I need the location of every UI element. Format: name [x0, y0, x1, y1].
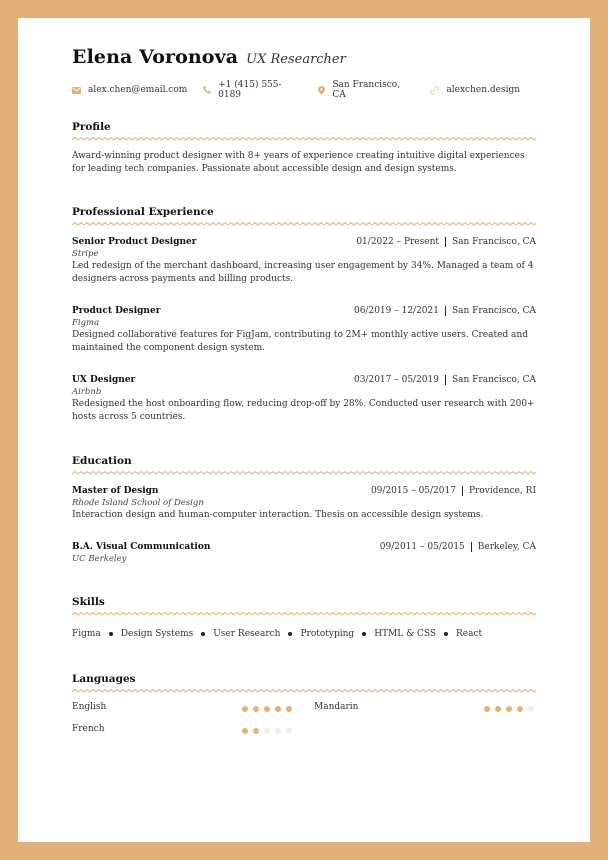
job-title: Product Designer [72, 306, 161, 316]
section-divider [72, 611, 536, 617]
proficiency-dot-filled [253, 706, 259, 712]
languages-title: Languages [72, 673, 136, 685]
skills-section [72, 596, 536, 639]
company-name: Stripe [72, 249, 99, 259]
contact-row [72, 80, 536, 100]
skill-separator [288, 632, 292, 636]
language-name: Mandarin [314, 702, 359, 712]
education-dates: 09/2011 – 05/2015 [379, 542, 465, 552]
proficiency-dot-filled [495, 706, 501, 712]
skills-title: Skills [72, 596, 105, 608]
proficiency-dot-empty [528, 706, 534, 712]
resume-page [18, 18, 590, 842]
meta-separator [445, 375, 446, 385]
company-name: Figma [72, 318, 100, 328]
language-name: French [72, 724, 105, 734]
skill-item: HTML & CSS [374, 629, 437, 639]
contact-location [318, 80, 414, 100]
meta-separator [445, 306, 446, 316]
contact-phone[interactable] [203, 80, 302, 100]
link-icon [430, 86, 439, 95]
education-dates: 09/2015 – 05/2017 [370, 486, 456, 496]
experience-entry [72, 375, 536, 424]
candidate-name: Elena Voronova [72, 46, 239, 68]
education-description: Interaction design and human-computer interaction. Thesis on accessible design systems. [72, 510, 484, 520]
education-location: Providence, RI [468, 486, 536, 496]
skill-item: React [456, 629, 483, 639]
job-dates: 06/2019 – 12/2021 [353, 306, 439, 316]
skills-list [72, 629, 536, 639]
job-description: Led redesign of the merchant dashboard, increasing user engagement by 34%. Managed a team of 4 designers across payments and billing products. [72, 261, 534, 284]
resume-header [72, 46, 536, 68]
proficiency-dot-empty [264, 728, 270, 734]
job-description: Redesigned the host onboarding flow, reducing drop-off by 28%. Conducted user research with 200+ hosts across 5 countries. [72, 399, 535, 422]
proficiency-dot-empty [275, 728, 281, 734]
section-divider [72, 136, 536, 142]
job-location: San Francisco, CA [451, 237, 536, 247]
education-location: Berkeley, CA [477, 542, 536, 552]
school-name: UC Berkeley [72, 554, 127, 564]
meta-separator [445, 237, 446, 247]
proficiency-dot-empty [286, 728, 292, 734]
language-proficiency [242, 706, 292, 712]
job-dates: 01/2022 – Present [356, 237, 439, 247]
contact-phone-text: +1 (415) 555-0189 [218, 80, 282, 100]
experience-entry [72, 237, 536, 286]
school-name: Rhode Island School of Design [72, 498, 204, 508]
section-divider [72, 688, 536, 694]
proficiency-dot-filled [242, 728, 248, 734]
profile-summary: Award-winning product designer with 8+ years of experience creating intuitive digital experiences for leading tech companies. Passionate about accessible design and design systems. [72, 151, 525, 174]
candidate-role: UX Researcher [246, 52, 346, 67]
skill-separator [444, 632, 448, 636]
contact-email-text: alex.chen@email.com [88, 85, 188, 95]
proficiency-dot-filled [275, 706, 281, 712]
skill-item: User Research [213, 629, 281, 639]
skill-separator [201, 632, 205, 636]
language-proficiency [484, 706, 534, 712]
job-location: San Francisco, CA [451, 375, 536, 385]
meta-separator [471, 542, 472, 552]
skill-separator [362, 632, 366, 636]
job-title: Senior Product Designer [72, 237, 197, 247]
education-title: Education [72, 455, 132, 467]
contact-website-text: alexchen.design [446, 85, 520, 95]
experience-title: Professional Experience [72, 206, 214, 218]
languages-section [72, 673, 536, 763]
contact-location-text: San Francisco, CA [332, 80, 401, 100]
proficiency-dot-filled [264, 706, 270, 712]
profile-section [72, 121, 536, 176]
proficiency-dot-filled [517, 706, 523, 712]
skill-item: Figma [72, 629, 101, 639]
envelope-icon [72, 87, 81, 94]
company-name: Airbnb [72, 387, 102, 397]
section-divider [72, 470, 536, 476]
job-location: San Francisco, CA [451, 306, 536, 316]
proficiency-dot-filled [506, 706, 512, 712]
section-divider [72, 221, 536, 227]
experience-entry [72, 306, 536, 355]
meta-separator [462, 486, 463, 496]
education-entry [72, 542, 536, 564]
skill-item: Design Systems [120, 629, 194, 639]
skill-item: Prototyping [300, 629, 355, 639]
proficiency-dot-filled [286, 706, 292, 712]
map-pin-icon [318, 86, 325, 95]
skill-separator [109, 632, 113, 636]
contact-email[interactable] [72, 85, 187, 95]
proficiency-dot-filled [253, 728, 259, 734]
contact-website[interactable] [430, 85, 520, 95]
degree-title: Master of Design [72, 486, 159, 496]
education-section [72, 455, 536, 595]
experience-section [72, 206, 536, 456]
language-proficiency [242, 728, 292, 734]
job-description: Designed collaborative features for FigJam, contributing to 2M+ monthly active users. Created and maintained the component design system. [72, 330, 528, 353]
education-entry [72, 486, 536, 522]
phone-icon [203, 86, 211, 94]
proficiency-dot-filled [242, 706, 248, 712]
profile-title: Profile [72, 121, 111, 133]
language-name: English [72, 702, 107, 712]
degree-title: B.A. Visual Communication [72, 542, 211, 552]
job-dates: 03/2017 – 05/2019 [353, 375, 439, 385]
proficiency-dot-filled [484, 706, 490, 712]
job-title: UX Designer [72, 375, 136, 385]
